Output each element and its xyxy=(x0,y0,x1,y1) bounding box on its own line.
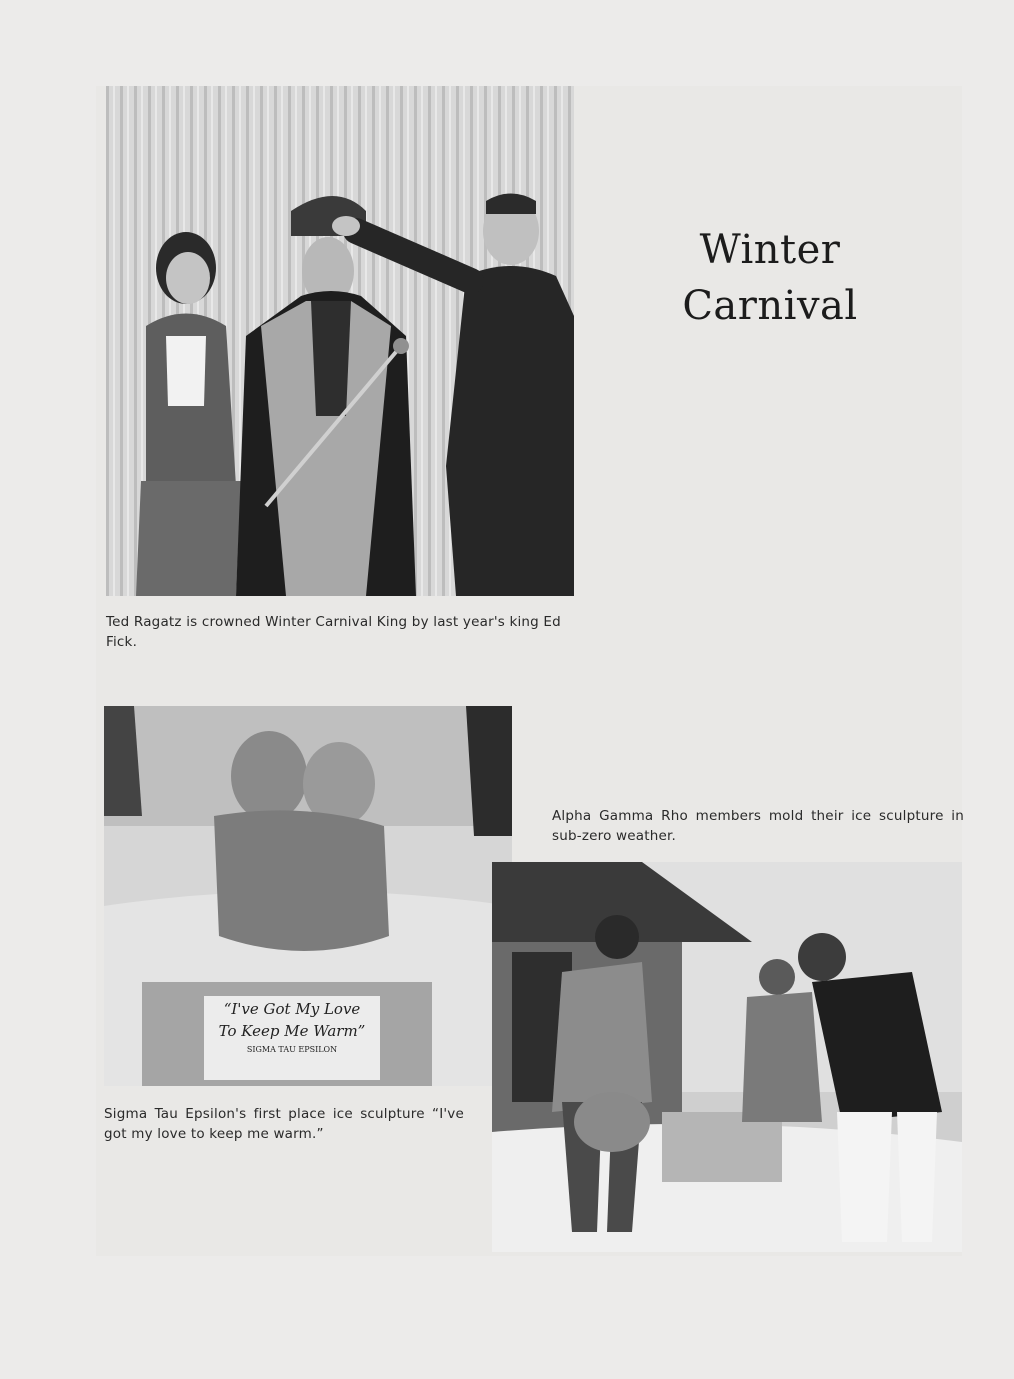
sign-line-2: To Keep Me Warm” xyxy=(218,1022,366,1040)
coronation-illustration xyxy=(106,86,574,596)
title-line-2: Carnival xyxy=(682,283,858,329)
coronation-photo xyxy=(106,86,574,596)
coronation-caption: Ted Ragatz is crowned Winter Carnival King by last year's king Ed Fick. xyxy=(106,614,561,650)
page-title xyxy=(660,222,880,334)
sign-line-3: SIGMA TAU EPSILON xyxy=(246,1045,338,1054)
sculpture-sign xyxy=(204,998,380,1058)
workers-illustration xyxy=(492,862,962,1252)
title-line-1: Winter xyxy=(699,227,841,273)
sign-line-1: “I've Got My Love xyxy=(223,1000,361,1018)
sculpture-caption: Sigma Tau Epsilon's first place ice sculpture “I've got my love to keep me warm.” xyxy=(104,1106,464,1142)
workers-caption: Alpha Gamma Rho members mold their ice sculpture in sub-zero weather. xyxy=(552,808,964,844)
workers-photo xyxy=(492,862,962,1252)
sculpture-photo xyxy=(104,706,512,1086)
